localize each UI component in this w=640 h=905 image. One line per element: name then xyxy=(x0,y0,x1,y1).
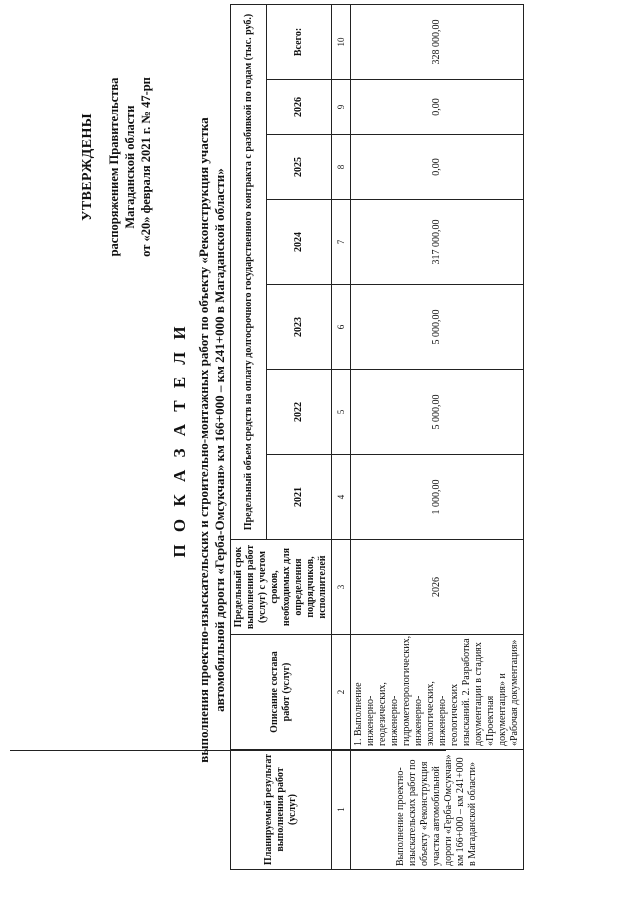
header-year-2021: 2021 xyxy=(267,455,332,540)
approval-line-3: от «20» февраля 2021 г. № 47-рп xyxy=(139,77,153,257)
header-total: Всего: xyxy=(267,4,332,79)
cell-deadline: 2026 xyxy=(351,540,524,635)
column-number: 10 xyxy=(332,4,351,79)
approval-line-2: Магаданской области xyxy=(123,105,137,229)
approval-block xyxy=(80,32,154,302)
cell-value-2022: 5 000,00 xyxy=(351,370,524,455)
cell-value-2024: 317 000,00 xyxy=(351,200,524,285)
approval-line-1: распоряжением Правительства xyxy=(107,77,121,257)
header-year-2024: 2024 xyxy=(267,200,332,285)
header-year-2026: 2026 xyxy=(267,80,332,135)
table-row xyxy=(351,4,524,869)
column-number: 7 xyxy=(332,200,351,285)
header-result: Планируемый результат выполнения работ (услуг) xyxy=(231,750,332,870)
header-year-2025: 2025 xyxy=(267,135,332,200)
column-number: 5 xyxy=(332,370,351,455)
header-year-2022: 2022 xyxy=(267,370,332,455)
cell-description: 1. Выполнение инженерно-геодезических, инженерно-гидрометеорологических, инженерно-экологических, инженерно-геологических изысканий. 2. Разработка документации в стадиях «Проектная документация» и «Рабочая документация» xyxy=(351,635,524,750)
approval-heading: УТВЕРЖДЕНЫ xyxy=(80,113,95,221)
column-number: 2 xyxy=(332,635,351,750)
cell-value-2026: 0,00 xyxy=(351,80,524,135)
column-number: 6 xyxy=(332,285,351,370)
column-number: 3 xyxy=(332,540,351,635)
header-description: Описание состава работ (услуг) xyxy=(231,635,332,750)
document-title xyxy=(170,60,228,820)
column-number: 1 xyxy=(332,750,351,870)
title-sub-1: выполнения проектно-изыскательских и строительно-монтажных работ по объекту «Реконструкция участка xyxy=(196,117,211,763)
cell-value-2025: 0,00 xyxy=(351,135,524,200)
header-funding: Предельный объем средств на оплату долгосрочного государственного контракта с разбивкой по годам (тыс. руб.) xyxy=(231,4,267,539)
rotated-document xyxy=(30,12,610,880)
cell-result: Выполнение проектно-изыскательских работ по объекту «Реконструкция участка автомобильной дороги «Герба-Омсукчан» км 166+000 – км 241+000 в Магаданской области» xyxy=(351,750,524,870)
column-number: 4 xyxy=(332,455,351,540)
column-numbers-row xyxy=(332,4,351,869)
column-number: 8 xyxy=(332,135,351,200)
column-number: 9 xyxy=(332,80,351,135)
title-sub-2: автомобильной дороги «Герба-Омсукчан» км 166+000 – км 241+000 в Магаданской области» xyxy=(212,168,227,712)
title-main: П О К А З А Т Е Л И xyxy=(170,322,189,558)
cell-total: 328 000,00 xyxy=(351,4,524,79)
cell-value-2021: 1 000,00 xyxy=(351,455,524,540)
indicators-table xyxy=(230,4,524,870)
header-year-2023: 2023 xyxy=(267,285,332,370)
cell-value-2023: 5 000,00 xyxy=(351,285,524,370)
header-deadline: Предельный срок выполнения работ (услуг) с учетом сроков, необходимых для определения подрядчиков, исполнителей xyxy=(231,540,332,635)
